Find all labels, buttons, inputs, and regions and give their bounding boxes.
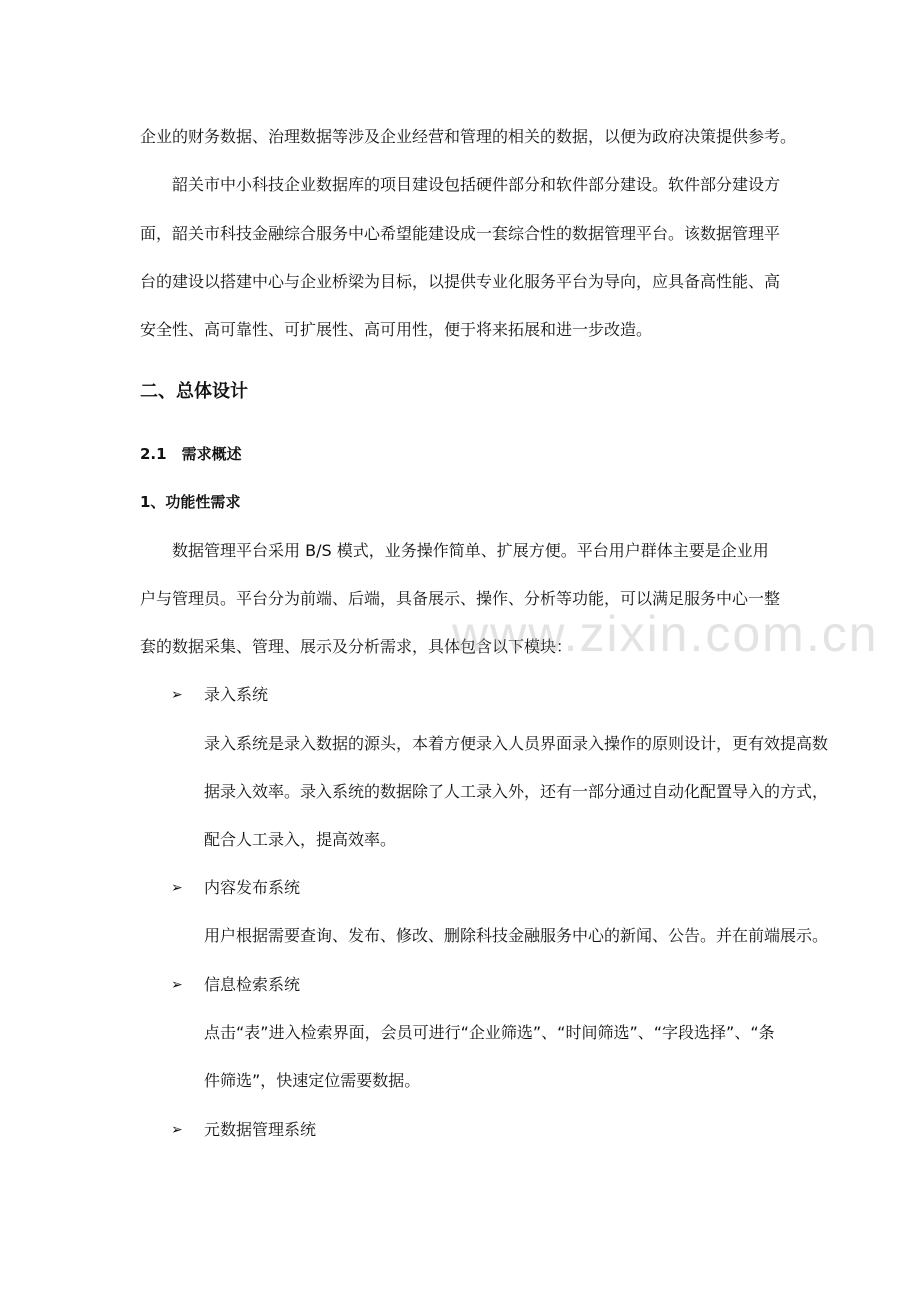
retrieval-module-title: 信息检索系统 bbox=[204, 975, 301, 994]
requirements-paragraph-line-2: 户与管理员。平台分为前端、后端，具备展示、操作、分析等功能，可以满足服务中心一整 bbox=[140, 589, 781, 608]
watermark-text: www.zixin.com.cn bbox=[452, 606, 879, 662]
requirements-paragraph-line-1: 数据管理平台采用 B/S 模式，业务操作简单、扩展方便。平台用户群体主要是企业用 bbox=[172, 541, 769, 560]
publish-module-line-1: 用户根据需要查询、发布、修改、删除科技金融服务中心的新闻、公告。并在前端展示。 bbox=[204, 926, 829, 945]
project-paragraph-line-1: 韶关市中小科技企业数据库的项目建设包括硬件部分和软件部分建设。软件部分建设方 bbox=[172, 175, 781, 194]
publish-bullet-icon: ➢ bbox=[171, 880, 183, 896]
subsection-heading: 2.1 需求概述 bbox=[140, 445, 242, 463]
entry-bullet-icon: ➢ bbox=[171, 687, 183, 703]
retrieval-module-line-1: 点击“表”进入检索界面，会员可进行“企业筛选”、“时间筛选”、“字段选择”、“条 bbox=[204, 1023, 775, 1042]
entry-module-title: 录入系统 bbox=[204, 685, 269, 704]
project-paragraph-line-2: 面，韶关市科技金融综合服务中心希望能建设成一套综合性的数据管理平台。该数据管理平 bbox=[140, 224, 781, 243]
metadata-module-title: 元数据管理系统 bbox=[204, 1120, 317, 1139]
retrieval-module-line-2: 件筛选”，快速定位需要数据。 bbox=[204, 1071, 421, 1090]
publish-module-title: 内容发布系统 bbox=[204, 878, 301, 897]
retrieval-bullet-icon: ➢ bbox=[171, 977, 183, 993]
subsubsection-heading: 1、功能性需求 bbox=[140, 493, 241, 511]
entry-module-line-2: 据录入效率。录入系统的数据除了人工录入外，还有一部分通过自动化配置导入的方式， bbox=[204, 782, 829, 801]
intro-paragraph-line-1: 企业的财务数据、治理数据等涉及企业经营和管理的相关的数据，以便为政府决策提供参考。 bbox=[140, 127, 797, 146]
metadata-bullet-icon: ➢ bbox=[171, 1122, 183, 1138]
entry-module-line-3: 配合人工录入，提高效率。 bbox=[204, 830, 397, 849]
requirements-paragraph-line-3: 套的数据采集、管理、展示及分析需求，具体包含以下模块： bbox=[140, 637, 573, 656]
entry-module-line-1: 录入系统是录入数据的源头，本着方便录入人员界面录入操作的原则设计，更有效提高数 bbox=[204, 734, 829, 753]
project-paragraph-line-4: 安全性、高可靠性、可扩展性、高可用性，便于将来拓展和进一步改造。 bbox=[140, 320, 653, 339]
section-heading: 二、总体设计 bbox=[140, 381, 248, 402]
project-paragraph-line-3: 台的建设以搭建中心与企业桥梁为目标，以提供专业化服务平台为导向，应具备高性能、高 bbox=[140, 272, 781, 291]
